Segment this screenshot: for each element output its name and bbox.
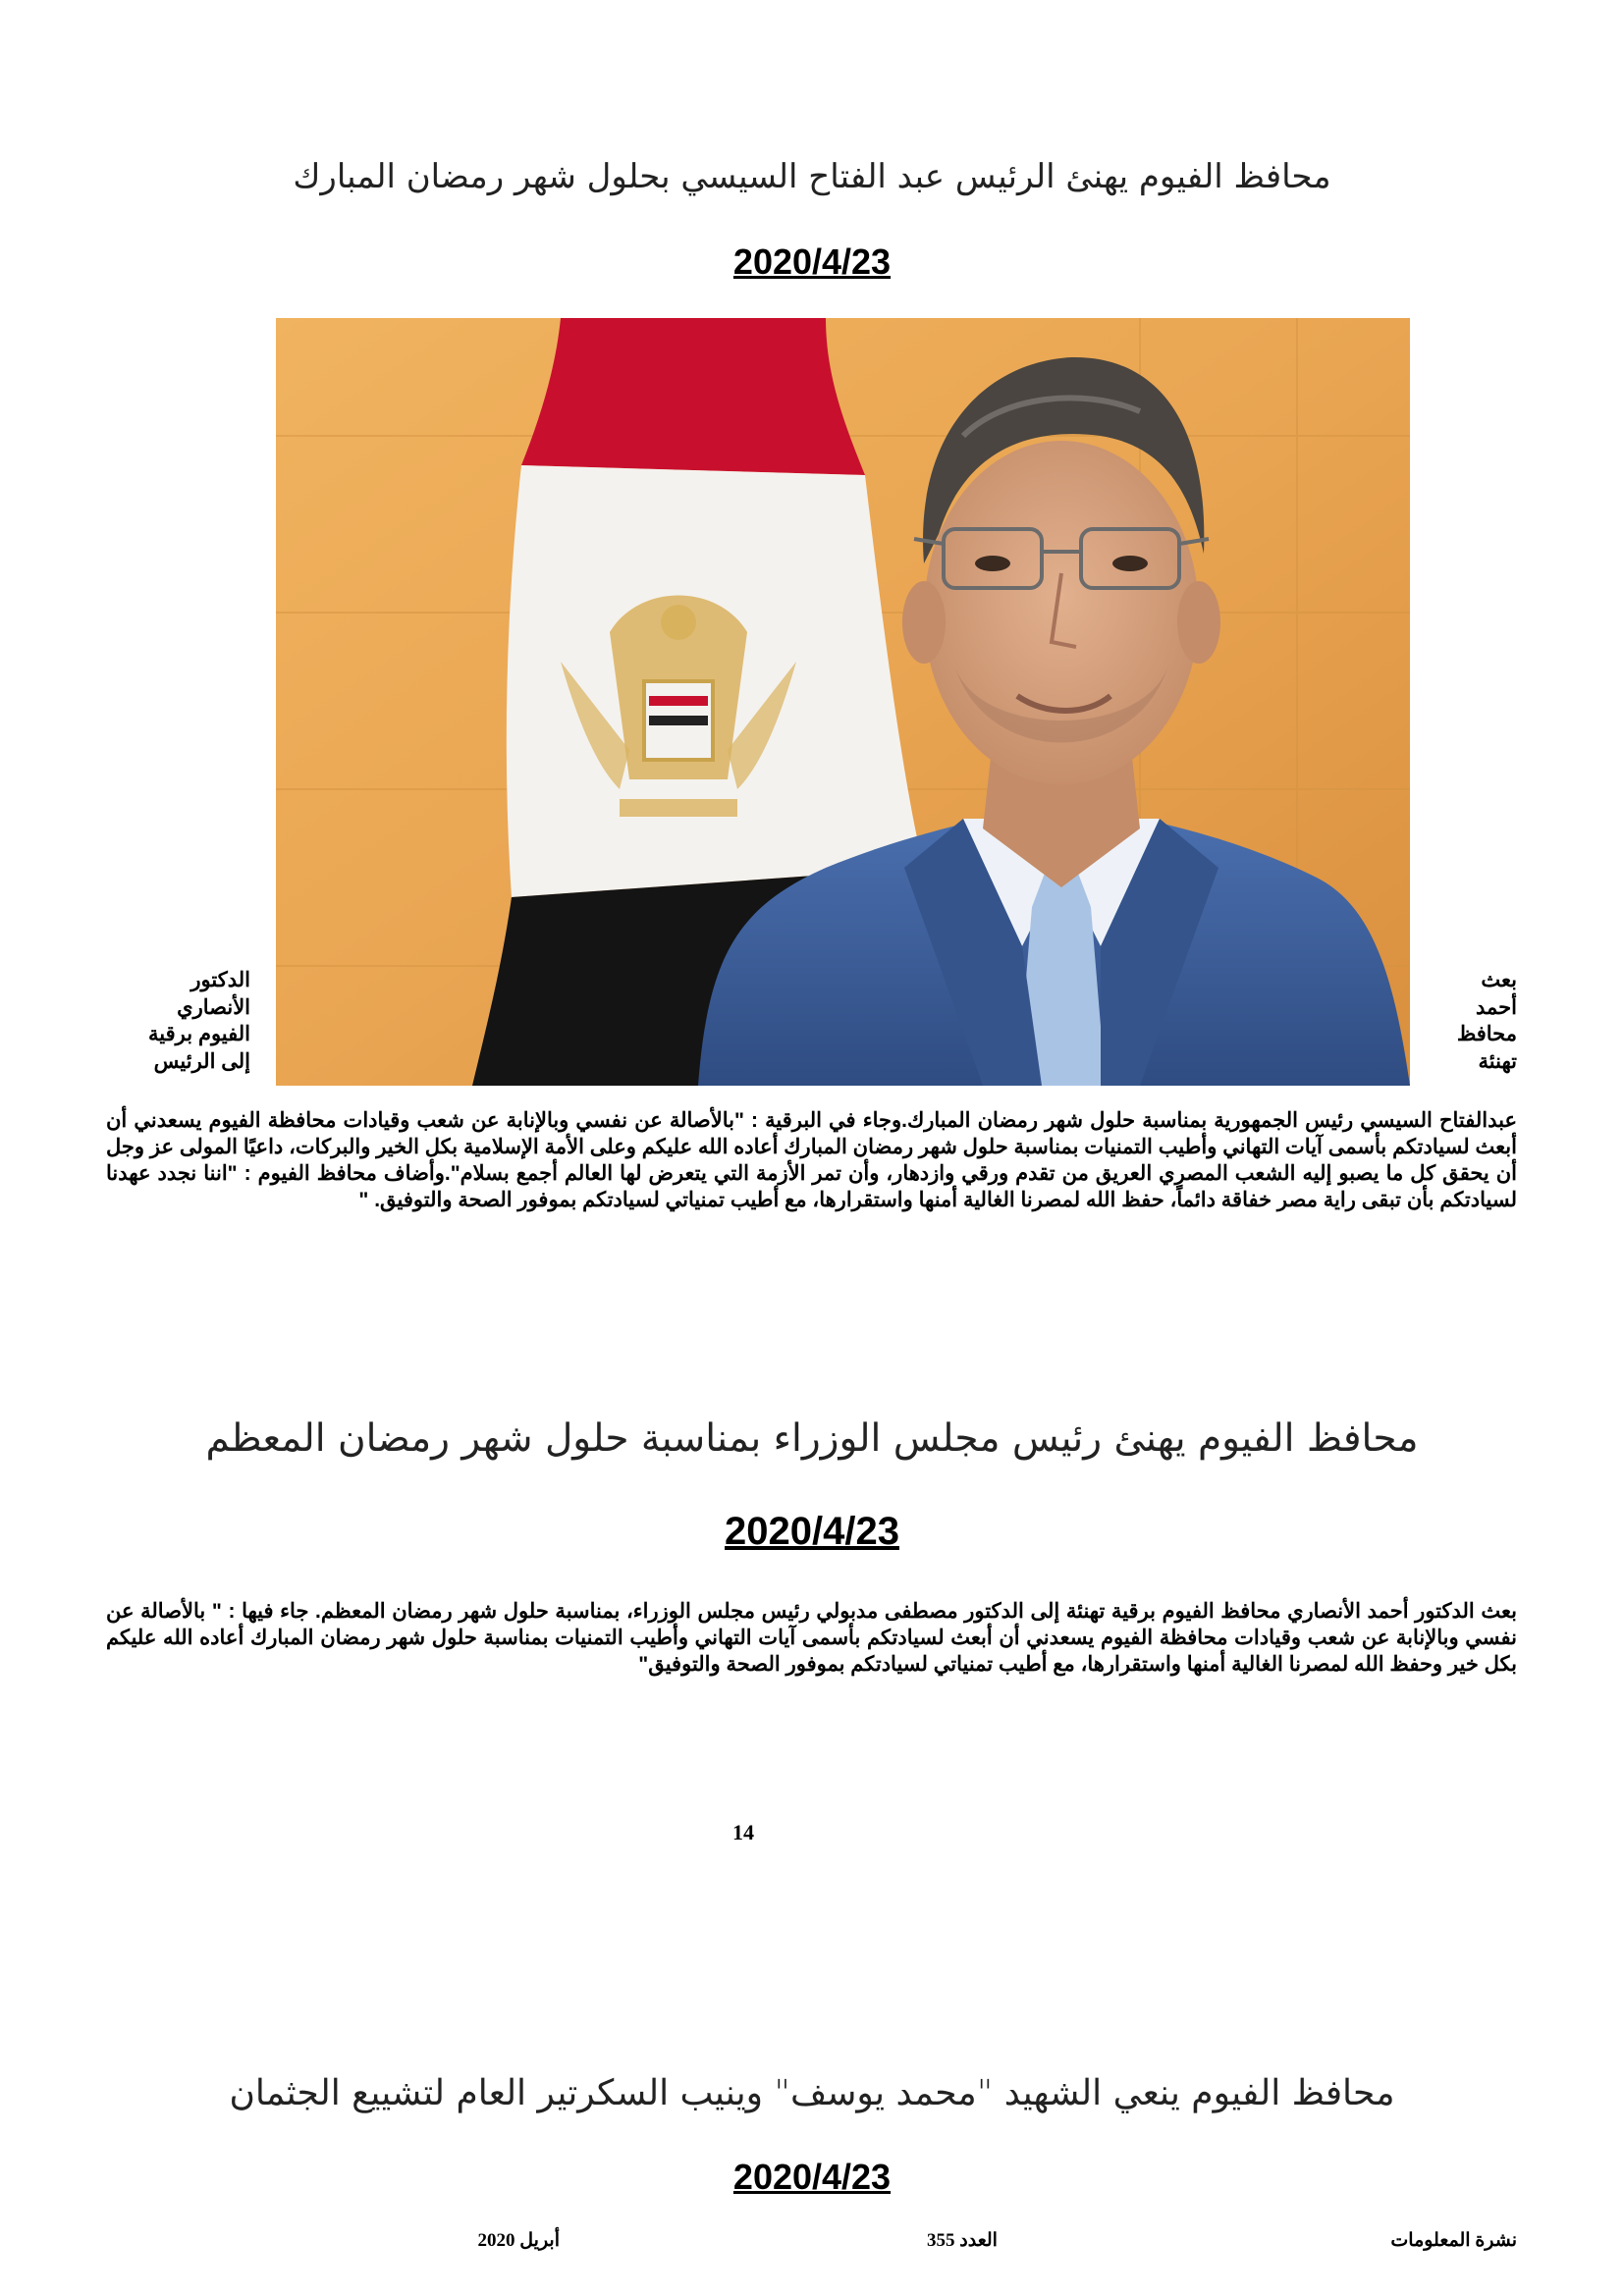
left-column-line: إلى الرئيس [153,1049,250,1073]
left-column-line: الدكتور [190,969,250,991]
footer-month: أبريل 2020 [477,2230,560,2251]
article-2-body: بعث الدكتور أحمد الأنصاري محافظ الفيوم برقية تهنئة إلى الدكتور مصطفى مدبولي رئيس مجلس الوزراء، بمناسبة حلول شهر رمضان المعظم. جاء فيها : " بالأصالة عن نفسي وبالإنابة عن شعب وقيادات محافظة الفيوم يسعدني أن أبعث لسيادتكم بأسمى آيات التهاني وأطيب التمنيات بمناسبة حلول شهر رمضان المبارك أعاده الله عليكم بكل خير وحفظ الله لمصرنا الغالية أمنها واستقرارها، مع أطيب تمنياتي لسيادتكم بموفور الصحة والتوفيق" [106,1600,1517,1676]
left-column-line: الفيوم برقية [148,1023,250,1045]
right-column-line: محافظ [1456,1023,1517,1045]
article-3-headline: محافظ الفيوم ينعي الشهيد "محمد يوسف" وينيب السكرتير العام لتشييع الجثمان [229,2073,1395,2113]
article-1-left-column [103,967,250,1075]
article-3-date: 2020/4/23 [732,2157,892,2197]
article-2-date: 2020/4/23 [725,1510,899,1553]
right-column-line: أحمد [1476,995,1517,1019]
page-number: 14 [732,1820,754,1844]
flag-red-stripe [521,318,865,475]
article-1-date: 2020/4/23 [732,241,892,282]
article-1-right-column [1458,967,1517,1075]
article-1-body: عبدالفتاح السيسي رئيس الجمهورية بمناسبة حلول شهر رمضان المبارك.وجاء في البرقية : "بالأصالة عن نفسي وبالإنابة عن شعب وقيادات محافظة الفيوم يسعدني أن أبعث لسيادتكم بأسمى آيات التهاني وأطيب التمنيات بمناسبة حلول شهر رمضان المبارك أعاده الله عليكم وعلى الأمة الإسلامية بكل الخير والبركات، داعيًا المولى عز وجل أن يحقق كل ما يصبو إليه الشعب المصري العريق من تقدم ورقي وازدهار، وأن تمر الأزمة التي يتعرض لها العالم أجمع بسلام".وأضاف محافظ الفيوم : "اننا نجدد عهدنا لسيادتكم بأن تبقى راية مصر خفاقة دائماً، حفظ الله لمصرنا الغالية أمنها واستقرارها، مع أطيب تمنياتي لسيادتكم بموفور الصحة والتوفيق. " [106,1109,1517,1211]
right-column-line: بعث [1481,969,1517,991]
article-2-headline: محافظ الفيوم يهنئ رئيس مجلس الوزراء بمناسبة حلول شهر رمضان المعظم [205,1416,1419,1461]
footer-publication: نشرة المعلومات [1390,2230,1517,2251]
governor-portrait-image [276,318,1410,1086]
governor-photo [276,318,1410,1086]
right-column-line: تهنئة [1478,1049,1517,1073]
footer-issue: العدد 355 [927,2230,998,2251]
left-column-line: الأنصاري [177,995,250,1019]
article-1-headline: محافظ الفيوم يهنئ الرئيس عبد الفتاح السيسي بحلول شهر رمضان المبارك [293,157,1331,196]
